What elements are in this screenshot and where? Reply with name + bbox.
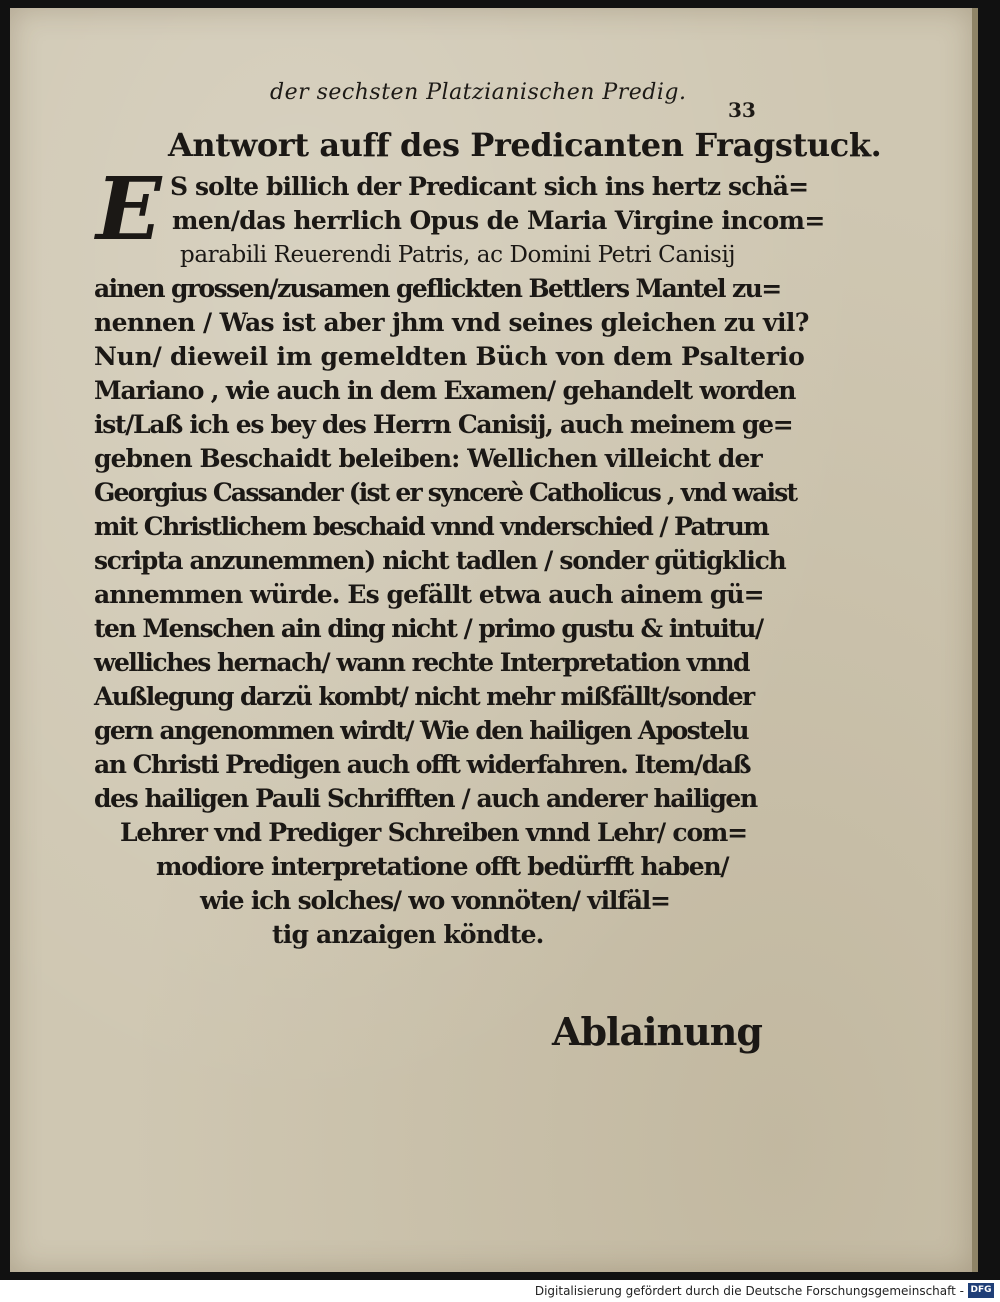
text-line: modiore interpretatione offt bedürfft haben/ [156, 852, 729, 881]
text-line: des hailigen Pauli Schrifften / auch anderer hailigen [94, 784, 757, 813]
text-line: scripta anzunemmen) nicht tadlen / sonder gütigklich [94, 546, 786, 575]
dfg-logo: DFG [968, 1283, 994, 1298]
text-line: wie ich solches/ wo vonnöten/ vilfäl= [200, 886, 670, 915]
text-line: ten Menschen ain ding nicht / primo gustu & intuitu/ [94, 614, 763, 643]
text-line: annemmen würde. Es gefällt etwa auch ainem gü= [94, 580, 764, 609]
text-line: gebnen Beschaidt beleiben: Wellichen villeicht der [94, 444, 762, 473]
text-line: Außlegung darzü kombt/ nicht mehr mißfällt/sonder [94, 682, 754, 711]
running-head: der sechsten Platzianischen Predig. [270, 80, 687, 105]
text-line: tig anzaigen köndte. [272, 920, 544, 949]
text-line: welliches hernach/ wann rechte Interpretation vnnd [94, 648, 750, 677]
section-heading: Antwort auff des Predicanten Fragstuck. [168, 126, 882, 164]
text-line: gern angenommen wirdt/ Wie den hailigen Apostelu [94, 716, 748, 745]
page-edge [972, 8, 978, 1272]
text-line: S solte billich der Predicant sich ins hertz schä= [170, 172, 809, 201]
text-line: men/das herrlich Opus de Maria Virgine incom= [172, 206, 825, 235]
catchword: Ablainung [552, 1009, 763, 1054]
text-line: parabili Reuerendi Patris, ac Domini Petri Canisij [180, 242, 736, 268]
text-line: an Christi Predigen auch offt widerfahren. Item/daß [94, 750, 750, 779]
text-line: nennen / Was ist aber jhm vnd seines gleichen zu vil? [94, 308, 809, 337]
text-line: Nun/ dieweil im gemeldten Büch von dem Psalterio [94, 342, 805, 371]
decorated-initial: E [96, 159, 162, 260]
text-line: ainen grossen/zusamen geflickten Bettlers Mantel zu= [94, 274, 781, 303]
text-line: Mariano , wie auch in dem Examen/ gehandelt worden [94, 376, 796, 405]
text-line: Georgius Cassander (ist er syncerè Catholicus , vnd waist [94, 478, 797, 507]
folio-number: 33 [728, 98, 756, 122]
text-line: Lehrer vnd Prediger Schreiben vnnd Lehr/ com= [120, 818, 747, 847]
text-line: ist/Laß ich es bey des Herrn Canisij, auch meinem ge= [94, 410, 793, 439]
text-line: mit Christlichem beschaid vnnd vnderschied / Patrum [94, 512, 769, 541]
funding-credit: Digitalisierung gefördert durch die Deutsche Forschungsgemeinschaft - [534, 1284, 964, 1298]
